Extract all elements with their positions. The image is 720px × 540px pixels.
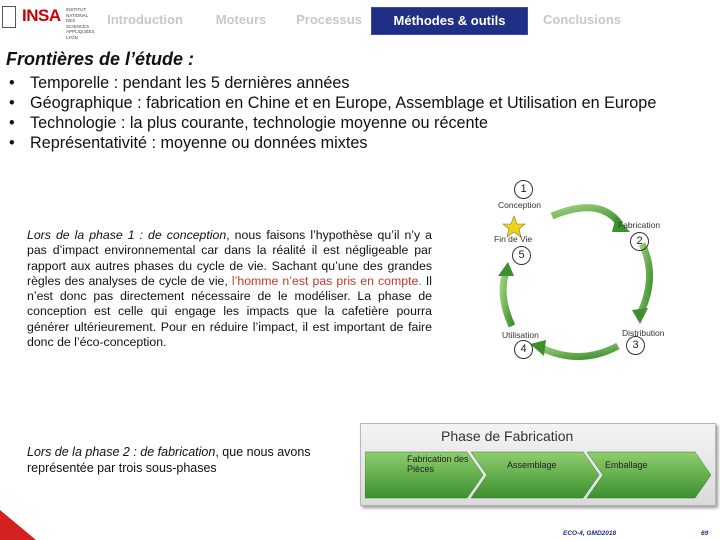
arrow-2-3 bbox=[640, 244, 650, 314]
bullet-item: • Temporelle : pendant les 5 dernières années bbox=[6, 73, 696, 93]
phase2-lead: Lors de la phase 2 : bbox=[27, 445, 137, 459]
nav-item-moteurs[interactable]: Moteurs bbox=[215, 12, 267, 27]
step-5-label: Fin de Vie bbox=[494, 234, 533, 244]
phase2-name: de fabrication bbox=[140, 445, 216, 459]
phase1-text-a: , nous faisons l’hypothèse qu’il n’y a pas d’impact environnemental car dans la réalité il est négligeable par rapport aux autres phases du cycle de vie. Sachant qu’une des grandes règles des analyses de cycle de vie, bbox=[27, 228, 433, 288]
logo-subtext: INSTITUT NATIONAL DES SCIENCES APPLIQUÉES LYON bbox=[66, 7, 95, 40]
fab-step-2: Assemblage bbox=[507, 460, 557, 470]
phase1-lead: Lors de la phase 1 : bbox=[27, 228, 144, 242]
phase1-text-b: Il n’est donc pas directement nécessaire de le modéliser. La phase de conception est celle qui engage les impacts que la cafetière pourra générer ultérieurement. Pour en réduire l’impact, il est important de faire donc de l’éco-conception. bbox=[27, 273, 432, 350]
arrow-3-4 bbox=[542, 346, 618, 357]
bullet-item: • Représentativité : moyenne ou données mixtes bbox=[6, 133, 696, 153]
fabrication-title: Phase de Fabrication bbox=[441, 428, 574, 444]
lifecycle-diagram bbox=[470, 176, 690, 376]
phase1-paragraph bbox=[27, 228, 432, 350]
step-2-label: Fabrication bbox=[618, 220, 661, 230]
step-2-number: 2 bbox=[630, 232, 649, 251]
phase1-name: de conception bbox=[148, 228, 227, 242]
step-3-label: Distribution bbox=[622, 328, 665, 338]
phase2-text: , que nous avons représentée par trois sous-phases bbox=[27, 445, 311, 475]
page-number: 69 bbox=[701, 530, 709, 537]
nav-item-conclusions[interactable]: Conclusions bbox=[542, 12, 621, 27]
step-1-label: Conception bbox=[498, 200, 542, 210]
arrow-head bbox=[498, 262, 514, 276]
arrow-1-2 bbox=[552, 208, 620, 224]
bullet-item: • Géographique : fabrication en Chine et en Europe, Assemblage et Utilisation en Europe bbox=[6, 93, 696, 113]
logo-text: INSA bbox=[22, 6, 61, 25]
nav-item-processus[interactable]: Processus bbox=[296, 12, 362, 27]
nav-item-methodes-outils[interactable]: Méthodes & outils bbox=[371, 7, 528, 35]
step-4-label: Utilisation bbox=[502, 330, 539, 340]
arrow-4-5 bbox=[503, 272, 512, 326]
nav-item-introduction[interactable]: Introduction bbox=[107, 12, 183, 27]
bullet-item: • Technologie : la plus courante, technologie moyenne ou récente bbox=[6, 113, 696, 133]
fab-step-1: Fabrication des Pièces bbox=[407, 454, 469, 474]
footer-course: ECO-4, GMD2018 bbox=[563, 530, 617, 537]
step-4-number: 4 bbox=[514, 340, 533, 359]
chevron-3 bbox=[587, 452, 711, 498]
phase1-highlight: l’homme n’est pas pris en compte. bbox=[231, 273, 422, 288]
fabrication-diagram bbox=[360, 423, 716, 506]
step-1-number: 1 bbox=[514, 180, 533, 199]
footer-corner-accent bbox=[0, 505, 40, 540]
step-3-number: 3 bbox=[626, 336, 645, 355]
step-5-number: 5 bbox=[512, 246, 531, 265]
bullet-list bbox=[6, 73, 696, 153]
phase2-paragraph bbox=[27, 444, 357, 476]
top-nav bbox=[0, 7, 720, 35]
arrow-head bbox=[632, 308, 648, 324]
fab-step-3: Emballage bbox=[605, 460, 648, 470]
chevron-2 bbox=[471, 452, 599, 498]
slide-title: Frontières de l’étude : bbox=[6, 49, 195, 69]
